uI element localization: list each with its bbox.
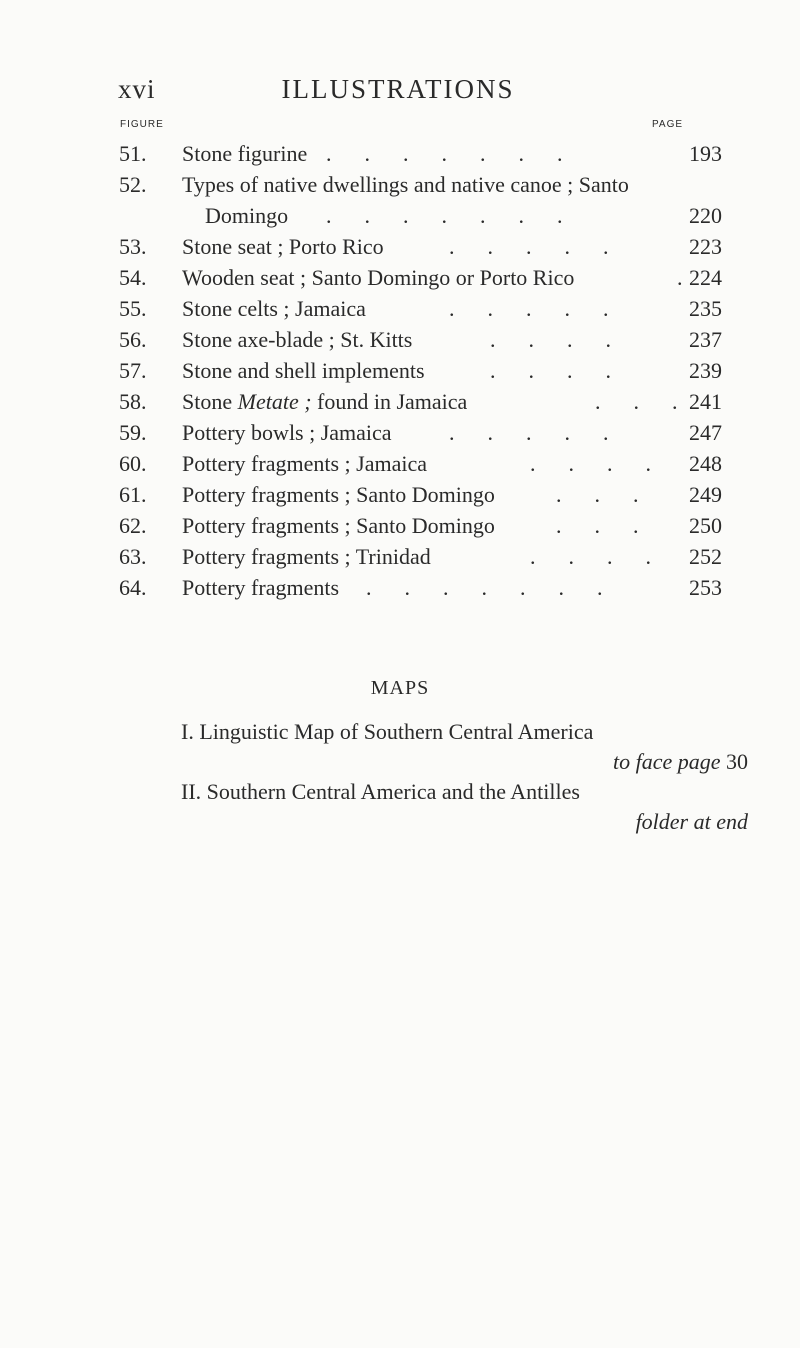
figure-caption: Pottery fragments ; Jamaica	[182, 451, 427, 476]
map-item-ref: folder at end	[635, 809, 748, 834]
figure-number: 54.	[119, 265, 147, 290]
leader-dots: . . . .	[490, 358, 611, 383]
figure-number: 57.	[119, 358, 147, 383]
leader-dots: . . .	[556, 482, 639, 507]
leader-dots: . . . .	[530, 451, 651, 476]
figure-number: 52.	[119, 172, 147, 197]
list-item	[0, 541, 800, 572]
page-ref: 247	[689, 420, 722, 445]
list-item	[0, 417, 800, 448]
column-header-figure: FIGURE	[120, 119, 164, 130]
page-ref: 239	[689, 358, 722, 383]
list-item	[0, 355, 800, 386]
page-header	[118, 74, 678, 114]
figure-number: 56.	[119, 327, 147, 352]
figure-number: 53.	[119, 234, 147, 259]
figure-number: 63.	[119, 544, 147, 569]
list-item	[0, 169, 800, 200]
page-ref: 235	[689, 296, 722, 321]
figure-caption: Pottery fragments ; Santo Domingo	[182, 513, 495, 538]
figure-caption: Pottery fragments ; Trinidad	[182, 544, 431, 569]
page-ref: 252	[689, 544, 722, 569]
figure-number: 61.	[119, 482, 147, 507]
illustrations-list	[0, 138, 800, 603]
figure-caption: Stone and shell implements	[182, 358, 425, 383]
column-header-page: PAGE	[652, 119, 684, 130]
maps-heading: MAPS	[370, 677, 430, 699]
figure-caption: Stone seat ; Porto Rico	[182, 234, 384, 259]
leader-dots: . . . . .	[449, 234, 609, 259]
page-title: ILLUSTRATIONS	[281, 74, 515, 104]
leader-dots: . . . . .	[449, 296, 609, 321]
page-ref: 249	[689, 482, 722, 507]
map-item-ref: to face page 30	[612, 749, 748, 774]
page-ref: 223	[689, 234, 722, 259]
leader-dots: . . . . . . .	[366, 575, 603, 600]
list-item-continuation	[0, 200, 800, 231]
figure-number: 51.	[119, 141, 147, 166]
figure-number: 62.	[119, 513, 147, 538]
figure-caption: Types of native dwellings and native canoe ; Santo	[182, 172, 629, 197]
figure-number: 60.	[119, 451, 147, 476]
leader-dots: .	[677, 265, 683, 290]
list-item	[0, 231, 800, 262]
map-item-label: II. Southern Central America and the Antilles	[181, 779, 580, 804]
list-item	[0, 293, 800, 324]
page-ref: 248	[689, 451, 722, 476]
list-item	[0, 479, 800, 510]
figure-caption: Pottery fragments ; Santo Domingo	[182, 482, 495, 507]
page-ref: 241	[689, 389, 722, 414]
page-ref: 193	[689, 141, 722, 166]
list-item	[0, 386, 800, 417]
page-ref: 250	[689, 513, 722, 538]
page-number: xvi	[118, 74, 156, 104]
page-ref: 253	[689, 575, 722, 600]
page-ref: 237	[689, 327, 722, 352]
figure-number: 59.	[119, 420, 147, 445]
leader-dots: . . .	[556, 513, 639, 538]
page-ref: 224	[689, 265, 722, 290]
figure-number: 58.	[119, 389, 147, 414]
leader-dots: . . . . .	[449, 420, 609, 445]
list-item	[0, 324, 800, 355]
leader-dots: . . . . . . .	[326, 203, 563, 228]
figure-caption: Stone Metate ; found in Jamaica	[182, 389, 468, 414]
leader-dots: . . . .	[490, 327, 611, 352]
figure-caption: Stone axe-blade ; St. Kitts	[182, 327, 413, 352]
list-item	[0, 510, 800, 541]
figure-caption: Stone figurine	[182, 141, 308, 166]
list-item	[0, 572, 800, 603]
figure-caption-continued: Domingo	[205, 203, 289, 228]
list-item	[0, 262, 800, 293]
page-ref: 220	[689, 203, 722, 228]
figure-number: 64.	[119, 575, 147, 600]
list-item	[0, 448, 800, 479]
list-item	[0, 138, 800, 169]
leader-dots: . . . .	[530, 544, 651, 569]
leader-dots: . . . . . . .	[326, 141, 563, 166]
figure-number: 55.	[119, 296, 147, 321]
map-item-label: I. Linguistic Map of Southern Central America	[181, 719, 594, 744]
figure-caption: Pottery fragments	[182, 575, 340, 600]
figure-caption: Wooden seat ; Santo Domingo or Porto Rico	[182, 265, 575, 290]
figure-caption: Pottery bowls ; Jamaica	[182, 420, 392, 445]
leader-dots: . . .	[595, 389, 678, 414]
figure-caption: Stone celts ; Jamaica	[182, 296, 366, 321]
